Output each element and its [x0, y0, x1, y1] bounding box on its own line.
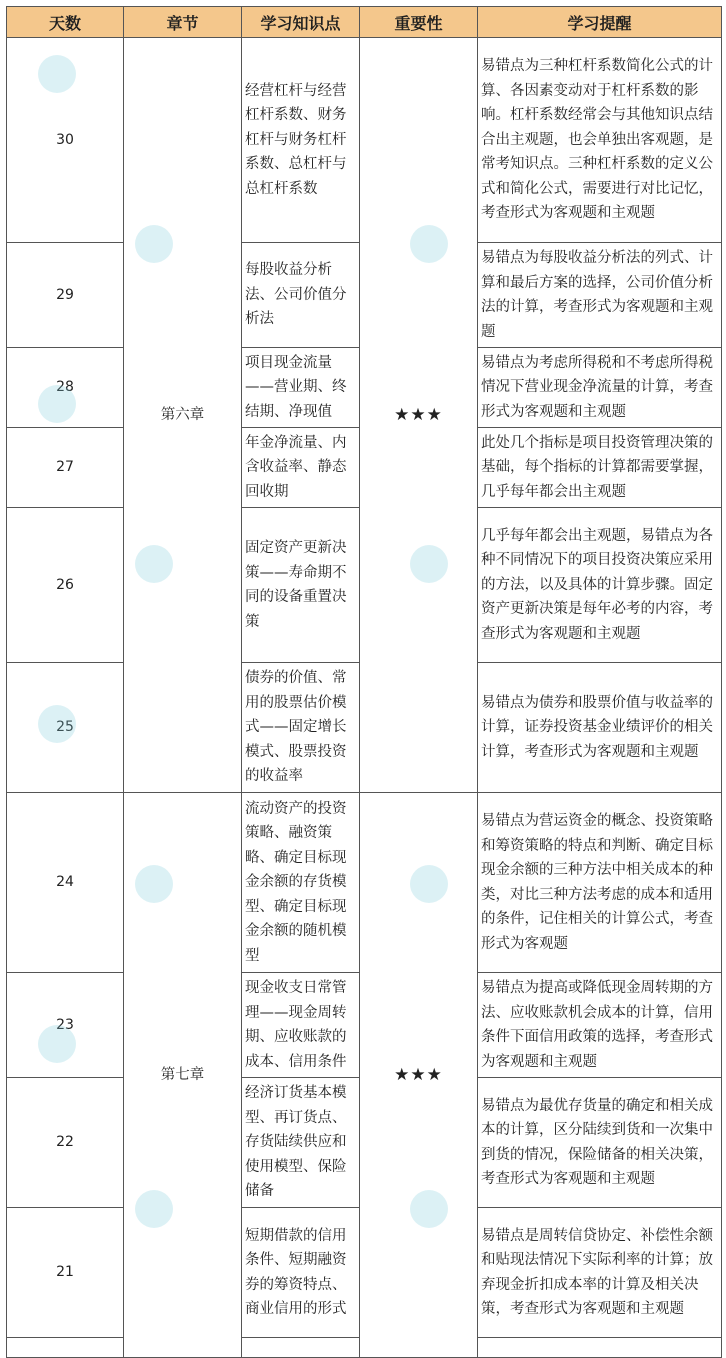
study-plan-table	[6, 6, 722, 1358]
day-cell: 29	[7, 243, 124, 348]
importance-cell: ★★★	[360, 793, 478, 1358]
study-tip-cell: 易错点为债券和股票价值与收益率的计算，证券投资基金业绩评价的相关计算，考查形式为客观题和主观题	[478, 663, 722, 793]
day-cell-empty	[7, 1338, 124, 1358]
day-cell: 26	[7, 508, 124, 663]
knowledge-point-cell: 固定资产更新决策——寿命期不同的设备重置决策	[242, 508, 360, 663]
study-tip-cell: 易错点为每股收益分析法的列式、计算和最后方案的选择，公司价值分析法的计算，考查形式为客观题和主观题	[478, 243, 722, 348]
day-cell: 30	[7, 38, 124, 243]
knowledge-point-cell: 年金净流量、内含收益率、静态回收期	[242, 428, 360, 508]
header-importance: 重要性	[360, 7, 478, 38]
day-cell: 25	[7, 663, 124, 793]
header-days: 天数	[7, 7, 124, 38]
day-cell: 21	[7, 1208, 124, 1338]
study-tip-cell: 易错点为提高或降低现金周转期的方法、应收账款机会成本的计算，信用条件下面信用政策的选择，考查形式为客观题和主观题	[478, 973, 722, 1078]
day-cell: 23	[7, 973, 124, 1078]
knowledge-point-cell: 每股收益分析法、公司价值分析法	[242, 243, 360, 348]
knowledge-point-cell: 债券的价值、常用的股票估价模式——固定增长模式、股票投资的收益率	[242, 663, 360, 793]
knowledge-point-cell: 经济订货基本模型、再订货点、存货陆续供应和使用模型、保险储备	[242, 1078, 360, 1208]
study-tip-cell: 易错点为考虑所得税和不考虑所得税情况下营业现金净流量的计算，考查形式为客观题和主观题	[478, 348, 722, 428]
study-tip-cell: 易错点为三种杠杆系数简化公式的计算、各因素变动对于杠杆系数的影响。杠杆系数经常会与其他知识点结合出主观题，也会单独出客观题，是常考知识点。三种杠杆系数的定义公式和简化公式，需要进行对比记忆，考查形式为客观题和主观题	[478, 38, 722, 243]
knowledge-point-cell: 现金收支日常管理——现金周转期、应收账款的成本、信用条件	[242, 973, 360, 1078]
knowledge-point-cell: 短期借款的信用条件、短期融资券的筹资特点、商业信用的形式	[242, 1208, 360, 1338]
knowledge-point-cell: 项目现金流量——营业期、终结期、净现值	[242, 348, 360, 428]
table-row	[7, 38, 722, 243]
knowledge-point-cell-empty	[242, 1338, 360, 1358]
importance-cell: ★★★	[360, 38, 478, 793]
header-row	[7, 7, 722, 38]
study-tip-cell: 易错点为最优存货量的确定和相关成本的计算，区分陆续到货和一次集中到货的情况，保险储备的相关决策，考查形式为客观题和主观题	[478, 1078, 722, 1208]
chapter-cell: 第七章	[124, 793, 242, 1358]
study-tip-cell: 易错点是周转信贷协定、补偿性余额和贴现法情况下实际利率的计算；放弃现金折扣成本率的计算及相关决策，考查形式为客观题和主观题	[478, 1208, 722, 1338]
study-tip-cell-empty	[478, 1338, 722, 1358]
day-cell: 27	[7, 428, 124, 508]
day-cell: 28	[7, 348, 124, 428]
day-cell: 24	[7, 793, 124, 973]
table-row	[7, 793, 722, 973]
chapter-cell: 第六章	[124, 38, 242, 793]
header-chapter: 章节	[124, 7, 242, 38]
study-tip-cell: 易错点为营运资金的概念、投资策略和筹资策略的特点和判断、确定目标现金余额的三种方法中相关成本的种类，对比三种方法考虑的成本和适用的条件，记住相关的计算公式，考查形式为客观题	[478, 793, 722, 973]
study-tip-cell: 此处几个指标是项目投资管理决策的基础，每个指标的计算都需要掌握，几乎每年都会出主观题	[478, 428, 722, 508]
day-cell: 22	[7, 1078, 124, 1208]
knowledge-point-cell: 经营杠杆与经营杠杆系数、财务杠杆与财务杠杆系数、总杠杆与总杠杆系数	[242, 38, 360, 243]
header-study-tip: 学习提醒	[478, 7, 722, 38]
header-knowledge-point: 学习知识点	[242, 7, 360, 38]
study-tip-cell: 几乎每年都会出主观题，易错点为各种不同情况下的项目投资决策应采用的方法，以及具体的计算步骤。固定资产更新决策是每年必考的内容，考查形式为客观题和主观题	[478, 508, 722, 663]
knowledge-point-cell: 流动资产的投资策略、融资策略、确定目标现金余额的存货模型、确定目标现金余额的随机模型	[242, 793, 360, 973]
